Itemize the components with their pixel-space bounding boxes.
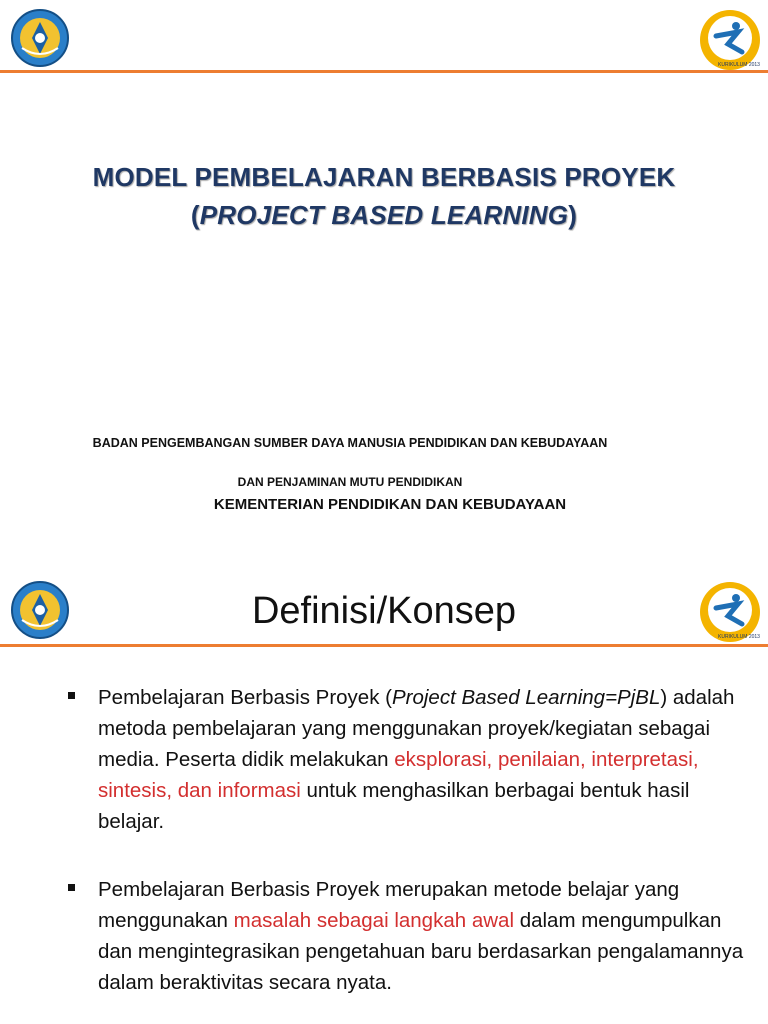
bullet-square-icon <box>68 692 75 699</box>
slide-separator <box>0 560 768 568</box>
svg-text:KURIKULUM 2013: KURIKULUM 2013 <box>718 62 760 68</box>
emblem-icon <box>10 8 70 68</box>
presentation-title: MODEL PEMBELAJARAN BERBASIS PROYEK <box>92 162 676 192</box>
org-agency-line: BADAN PENGEMBANGAN SUMBER DAYA MANUSIA PENDIDIKAN DAN KEBUDAYAAN <box>92 436 608 450</box>
presentation-subtitle: (PROJECT BASED LEARNING) <box>190 200 578 230</box>
tut-wuri-handayani-logo <box>10 8 70 68</box>
slide-heading: Definisi/Konsep <box>251 590 517 632</box>
svg-text:KURIKULUM 2013: KURIKULUM 2013 <box>718 634 760 640</box>
list-item: Pembelajaran Berbasis Proyek merupakan metode belajar yang menggunakan masalah sebagai langkah awal dalam mengumpulkan dan mengintegrasikan pengetahuan baru berdasarkan pengalamannya dalam beraktivitas secara nyata. <box>62 874 748 998</box>
highlight-text: eksplorasi, penilaian, interpretasi, sintesis, dan informasi <box>98 748 699 802</box>
kurikulum-icon <box>698 8 762 72</box>
bullet-square-icon <box>68 884 75 891</box>
list-item: Pembelajaran Berbasis Proyek (Project Based Learning=PjBL) adalah metoda pembelajaran yang menggunakan proyek/kegiatan sebagai media. Peserta didik melakukan eksplorasi, penilaian, interpretasi, sintesis, dan informasi untuk menghasilkan berbagai bentuk hasil belajar. <box>62 682 748 837</box>
kurikulum-2013-logo <box>698 8 762 72</box>
org-agency-line-2: DAN PENJAMINAN MUTU PENDIDIKAN <box>237 475 463 489</box>
slide-definition <box>0 568 768 1024</box>
header-rule <box>0 70 768 73</box>
org-ministry: KEMENTERIAN PENDIDIKAN DAN KEBUDAYAAN <box>213 496 567 513</box>
highlight-text: masalah sebagai langkah awal <box>233 909 514 932</box>
header-rule <box>0 644 768 647</box>
